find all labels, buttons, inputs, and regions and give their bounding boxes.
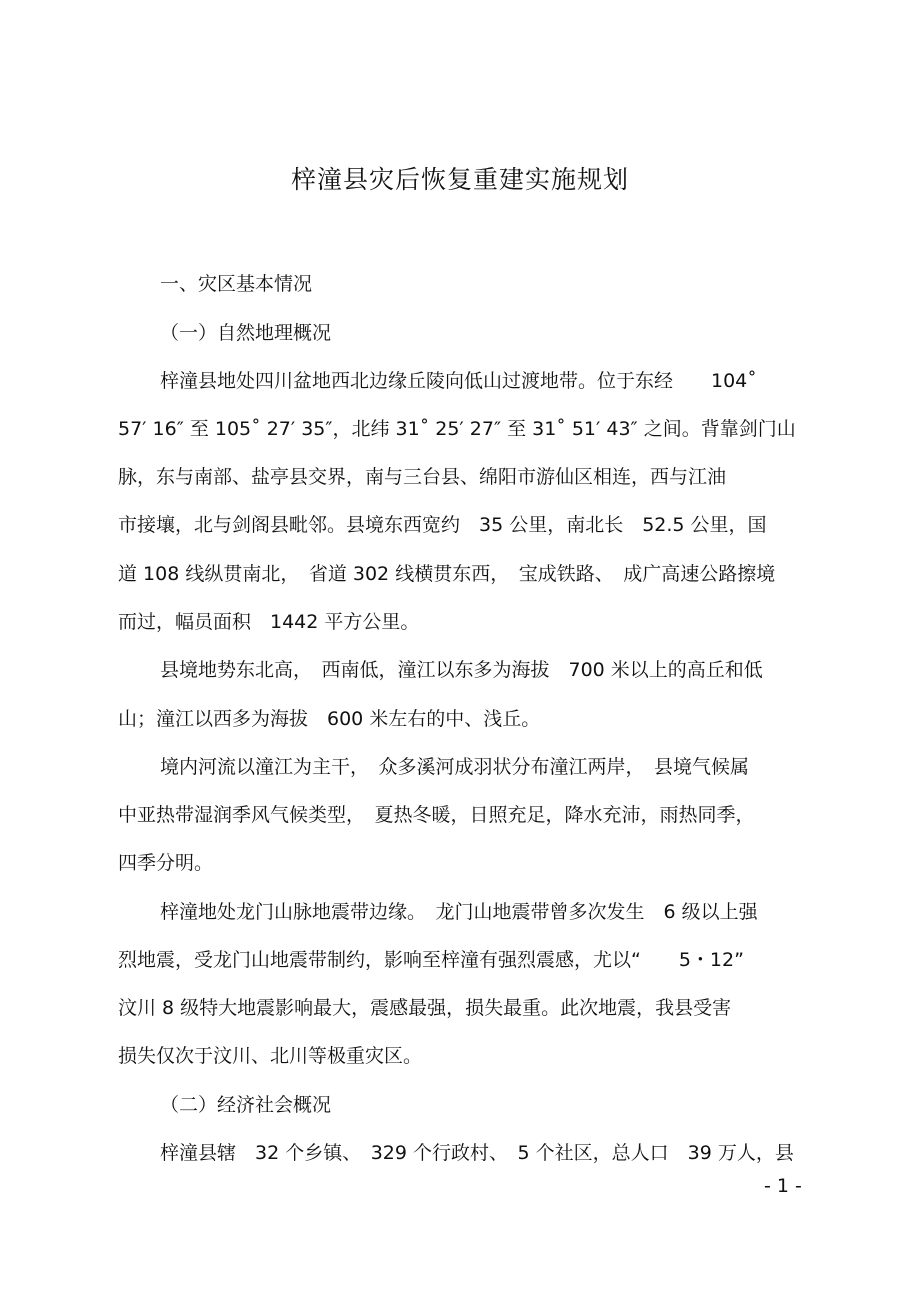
paragraph-line: 道 108 线纵贯南北， 省道 302 线横贯东西， 宝成铁路、 成广高速公路擦境	[118, 563, 776, 585]
paragraph-line: 脉，东与南部、盐亭县交界，南与三台县、绵阳市游仙区相连，西与江油	[118, 466, 727, 488]
paragraph-line: 县境地势东北高， 西南低，潼江以东多为海拔 700 米以上的高丘和低	[160, 659, 763, 681]
document-title: 梓潼县灾后恢复重建实施规划	[290, 165, 629, 194]
subsection-heading-economy-society: （二）经济社会概况	[160, 1094, 332, 1116]
paragraph-line: 市接壤，北与剑阁县毗邻。县境东西宽约 35 公里，南北长 52.5 公里，国	[118, 514, 767, 536]
subsection-heading-natural-geography: （一）自然地理概况	[160, 322, 332, 344]
paragraph-line: 中亚热带湿润季风气候类型， 夏热冬暖，日照充足，降水充沛，雨热同季，	[118, 804, 755, 826]
paragraph-line: 而过，幅员面积 1442 平方公里。	[118, 611, 420, 633]
paragraph-line: 梓潼地处龙门山脉地震带边缘。 龙门山地震带曾多次发生 6 级以上强	[160, 901, 758, 923]
paragraph-line: 四季分明。	[118, 852, 214, 874]
paragraph-line: 汶川 8 级特大地震影响最大，震感最强，损失最重。此次地震，我县受害	[118, 997, 732, 1019]
section-heading-1: 一、灾区基本情况	[160, 273, 313, 295]
paragraph-line: 梓潼县地处四川盆地西北边缘丘陵向低山过渡地带。位于东经 104˚	[160, 370, 757, 392]
page-number: - 1 -	[764, 1175, 802, 1197]
paragraph-line: 57′ 16″ 至 105˚ 27′ 35″，北纬 31˚ 25′ 27″ 至 31˚ 51′ 43″ 之间。背靠剑门山	[118, 418, 796, 440]
paragraph-line: 境内河流以潼江为主干， 众多溪河成羽状分布潼江两岸， 县境气候属	[160, 756, 750, 778]
paragraph-line: 烈地震，受龙门山地震带制约，影响至梓潼有强烈震感，尤以“ 5・12”	[118, 949, 744, 971]
paragraph-line: 梓潼县辖 32 个乡镇、 329 个行政村、 5 个社区，总人口 39 万人，县	[160, 1142, 794, 1164]
paragraph-line: 损失仅次于汶川、北川等极重灾区。	[118, 1045, 423, 1067]
paragraph-line: 山；潼江以西多为海拔 600 米左右的中、浅丘。	[118, 708, 541, 730]
